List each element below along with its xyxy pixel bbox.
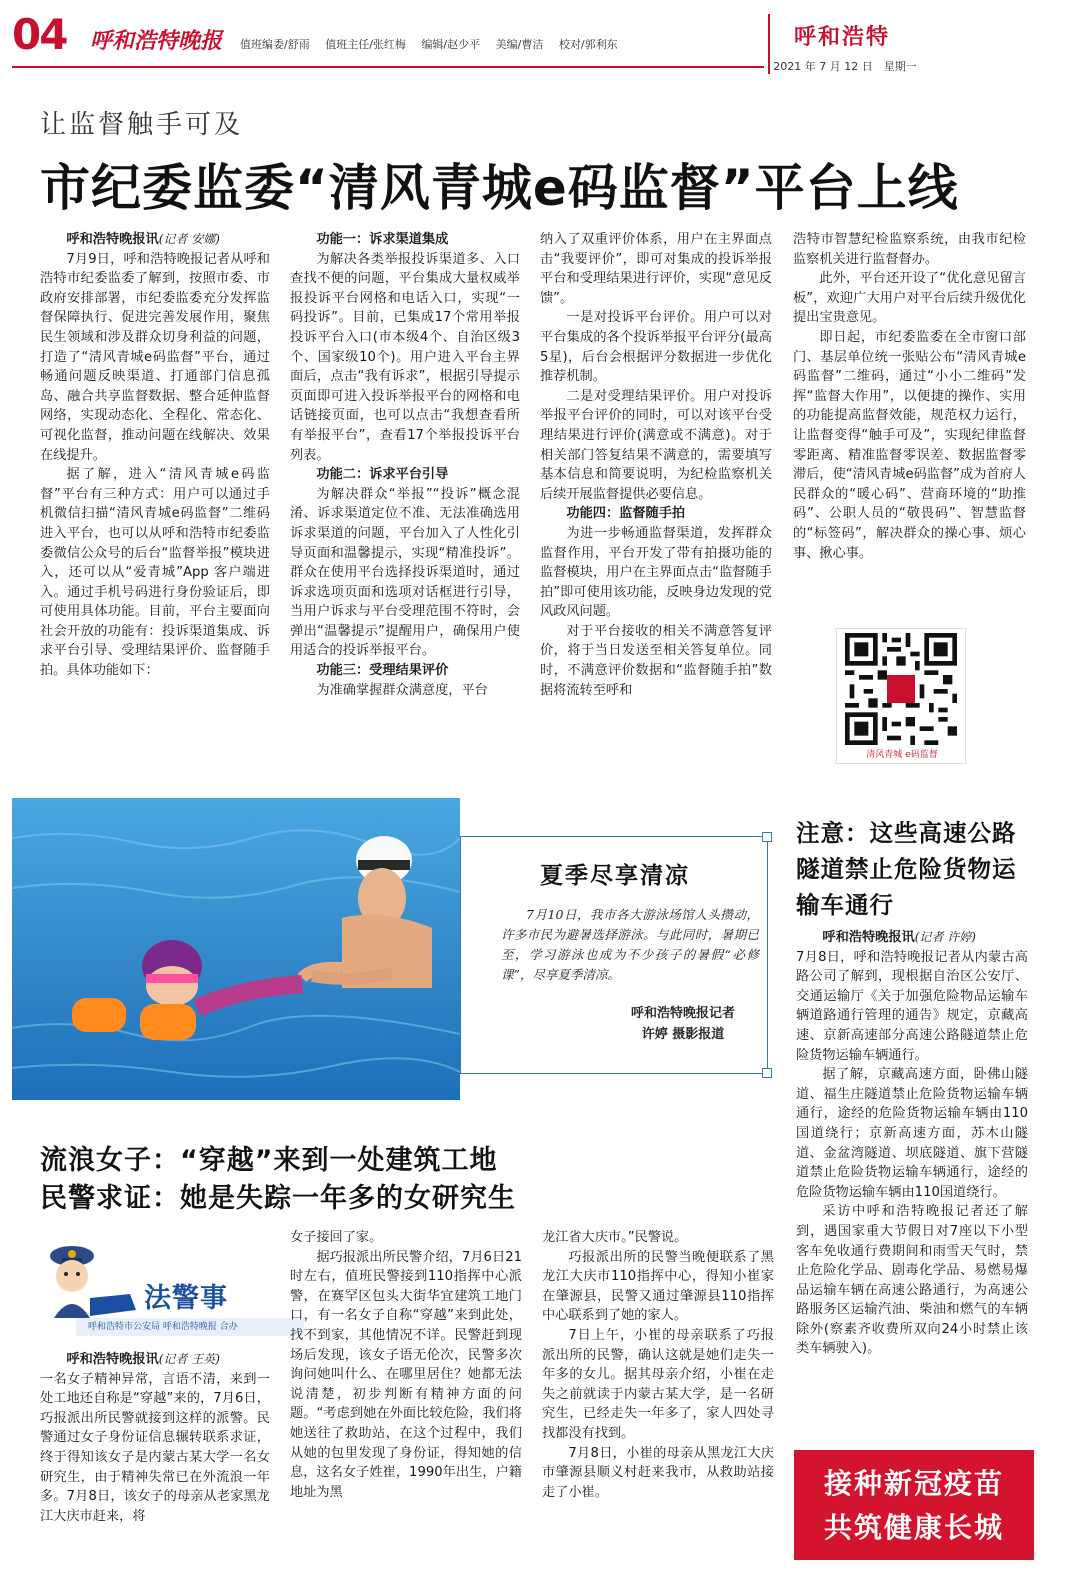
lead-subhead: 功能四：监督随手拍 [566,506,686,522]
photo-credit [631,1003,735,1045]
story3-byline: 呼和浩特晚报讯 [66,1352,159,1367]
lead-headline: 市纪委监委“清风青城e码监督”平台上线 [40,159,959,217]
staff-item: 校对/郭利东 [558,38,618,51]
lead-paragraph: 一是对投诉平台评价。用户可以对平台集成的各个投诉举报平台评分(最高5星)，后台会根据评分数据进一步优化推荐机制。 [540,310,772,385]
lead-byline: 呼和浩特晚报讯 [66,232,159,247]
column-logo-strip: 呼和浩特市公安局 呼和浩特晚报 合办 [76,1318,304,1336]
story2-paragraph: 采访中呼和浩特晚报记者还了解到，遇国家重大节假日对7座以下小型客车免收通行费期间和雨雪天气时，禁止危险化学品、剧毒化学品、易燃易爆品运输车辆在高速公路通行，为高速公路服务区运输汽油、柴油和燃气的车辆除外(察素齐收费所双向24小时禁止该类车辆驶入)。 [796,1204,1028,1357]
story2-paragraph: 7月8日，呼和浩特晚报记者从内蒙古高路公司了解到，现根据自治区公安厅、交通运输厅《关于加强危险物品运输车辆道路通行管理的通告》规定，京藏高速、京新高速部分高速公路隧道禁止危险货物运输车辆通行。 [796,949,1028,1063]
story2-headline: 注意：这些高速公路隧道禁止危险货物运输车通行 [796,819,1017,919]
staff-list [240,36,630,52]
lead-column-1 [40,230,270,770]
lead-paragraph: 二是对受理结果评价。用户对投诉举报平台评价的同时，可以对该平台受理结果进行评价(满意或不满意)。对于相关部门答复结果不满意的，需要填写基本信息和简要说明，为纪检监察机关后续开展监督提供必要信息。 [540,388,772,502]
header-rule [12,66,764,68]
lead-paragraph: 据了解，进入“清风青城e码监督”平台有三种方式：用户可以通过手机微信扫描“清风青城e码监督”二维码进入平台，也可以从呼和浩特市纪委监委微信公众号的后台“监督举报”模块进入，还可以从“爱青城”App 客户端进入。通过手机号码进行身份验证后，即可使用具体功能。目前，平台主要面向社会开放的功能有：投诉渠道集成、诉求平台引导、受理结果评价、监督随手拍。具体功能如下： [40,467,270,679]
lead-paragraph: 为准确掌握群众满意度，平台 [316,682,488,698]
lead-paragraph: 即日起，市纪委监委在全市窗口部门、基层单位统一张贴公布“清风青城e码监督”二维码，通过“小小二维码”发挥“监督大作用”，以便捷的操作、实用的功能提高监督效能，规范权力运行，让监督变得“触手可及”，实现纪律监督零距离、精准监督零误差、数据监督零滞后，使“清风青城e码监督”成为首府人民群众的“暖心码”、营商环境的“助推码”、公职人员的“敬畏码”、智慧监督的“标签码”，解决群众的操心事、烦心事、揪心事。 [793,329,1026,561]
lead-paragraph: 浩特市智慧纪检监察系统，由我市纪检监察机关进行监督督办。 [793,232,1026,267]
lead-paragraph: 7月9日，呼和浩特晚报记者从呼和浩特市纪委监委了解到，按照市委、市政府安排部署，市纪委监委充分发挥监督保障执行、促进完善发展作用，聚焦民生领域和涉及群众切身利益的问题，打造了“清风青城e码监督”平台，通过畅通问题反映渠道、打通部门信息孤岛、融合共享监督数据、整合延伸监督网络，实现动态化、全程化、常态化、可视化监督，推动问题在线解决、效果在线提升。 [40,251,270,463]
story3-paragraph: 据巧报派出所民警介绍，7月6日21时左右，值班民警接到110指挥中心派警，在赛罕区包头大街华宜建筑工地门口，有一名女子自称“穿越”来到此处，找不到家，其他情况不详。民警赶到现场后发现，该女子语无伦次，民警多次询问她叫什么、在哪里居住？她都无法说清楚，初步判断有精神方面的问题。“考虑到她在外面比较危险，我们将她送往了救助站，在这个过程中，我们从她的包里发现了身份证，得知她的信息，这名女子姓崔，1990年出生，户籍地址为黑 [290,1249,522,1500]
story3-headline-line: 民警求证：她是失踪一年多的女研究生 [40,1183,516,1214]
story3-column-2 [290,1228,522,1584]
police-officer-icon [40,1238,140,1318]
lead-paragraph: 为进一步畅通监督渠道，发挥群众监督作用，平台开发了带有拍摄功能的监督模块，用户在主界面点击“监督随手拍”即可使用该功能，反映身边发现的党风政风问题。 [540,525,772,620]
story3-paragraph: 巧报派出所的民警当晚便联系了黑龙江大庆市110指挥中心，得知小崔家在肇源县，民警又通过肇源县110指挥中心联系到了她的家人。 [542,1249,774,1324]
staff-item: 编辑/赵少平 [421,38,481,51]
lead-column-2 [290,230,520,770]
staff-item: 值班编委/舒雨 [240,38,310,51]
story3-column-1 [40,1350,270,1586]
story3-paragraph: 一名女子精神异常，言语不清，来到一处工地还自称是“穿越”来的，7月6日，巧报派出所民警就接到这样的派警。民警通过女子身份证信息辗转联系求证，终于得知该女子是内蒙古某大学一名女研究生，由于精神失常已在外流浪一年多。7月8日，该女子的母亲从老家黑龙江大庆市赶来，将 [40,1371,270,1524]
lead-paragraph: 对于平台接收的相关不满意答复评价，将于当日发送至相关答复单位。同时，不满意评价数据和“监督随手拍”数据将流转至呼和 [540,623,772,698]
qr-caption: 清风青城 e码监督 [866,750,938,760]
page-number: 04 [12,10,67,59]
story3-headline-line: 流浪女子：“穿越”来到一处建筑工地 [40,1145,498,1176]
story3-headline [40,1142,516,1218]
edition-name: 呼和浩特 [794,25,891,50]
story2-paragraph: 据了解，京藏高速方面，卧佛山隧道、福生庄隧道禁止危险货物运输车辆通行，途经的危险货物运输车辆由110国道绕行；京新高速方面，苏木山隧道、金盆湾隧道、坝底隧道、旗下营隧道禁止危险货物运输车辆通行，途经的危险货物运输车辆由110国道绕行。 [796,1067,1028,1200]
banner-line: 接种新冠疫苗 [823,1467,1004,1500]
story3-reporter: (记者 王英) [158,1352,220,1366]
column-logo-title: 法警事 [144,1283,228,1314]
lead-column-4 [793,230,1026,630]
photo-title: 夏季尽享清凉 [540,863,690,889]
paper-name-logo: 呼和浩特晚报 [90,28,223,54]
lead-subhead: 功能三：受理结果评价 [316,663,449,679]
qr-code[interactable] [836,628,966,764]
story3-column-3 [542,1228,774,1558]
photo-caption-box [460,836,768,1074]
story2-column [796,928,1028,1438]
lead-kicker: 让监督触手可及 [40,110,244,140]
story3-paragraph: 7日上午，小崔的母亲联系了巧报派出所的民警，确认这就是她们走失一年多的女儿。据其母亲介绍，小崔在走失之前就读于内蒙古某大学，是一名研究生，已经走失一年多了，家人四处寻找都没有找到。 [542,1327,774,1441]
photo-credit-org: 呼和浩特晚报记者 [630,1006,735,1021]
edition-box [768,14,918,74]
photo-caption-text: 7月10日，我市各大游泳场馆人头攒动，许多市民为避暑选择游泳。与此同时，暑期已至，学习游泳也成为不少孩子的暑假“必修课”，尽享夏季清凉。 [501,907,759,982]
story3-paragraph: 龙江省大庆市。”民警说。 [542,1230,688,1245]
story3-paragraph: 7月8日，小崔的母亲从黑龙江大庆市肇源县顺义村赶来我市，从救助站接走了小崔。 [542,1445,774,1500]
staff-item: 值班主任/张红梅 [325,38,406,51]
swimming-photo [12,798,460,1100]
qr-code-icon [841,633,961,745]
lead-reporter: (记者 安娜) [158,232,220,246]
banner-line: 共筑健康长城 [823,1511,1004,1544]
lead-column-3 [540,230,772,770]
lead-subhead: 功能一：诉求渠道集成 [316,232,449,247]
story2-reporter: (记者 许婷) [914,930,976,944]
staff-item: 美编/曹洁 [495,38,544,51]
lead-subhead: 功能二：诉求平台引导 [316,467,449,483]
column-logo [40,1238,270,1338]
lead-paragraph: 此外，平台还开设了“优化意见留言板”，欢迎广大用户对平台后续升级优化提出宝贵意见。 [793,271,1026,326]
masthead [0,0,1080,82]
lead-paragraph: 为解决各类举报投诉渠道多、入口查找不便的问题，平台集成大量权威举报投诉平台网格和电话入口，实现“一码投诉”。目前，已集成17个常用举报投诉平台入口(市本级4个、自治区级3个、国家级10个)。用户进入平台主界面后，点击“我有诉求”，根据引导提示页面即可进入投诉举报平台的网格和电话链接页面，也可以点击“我想查看所有举报平台”，查看17个举报投诉平台列表。 [290,251,520,463]
story2-byline: 呼和浩特晚报讯 [822,930,915,945]
story3-paragraph: 女子接回了家。 [290,1230,383,1245]
vaccine-banner [794,1450,1034,1560]
publication-date: 2021 年 7 月 12 日 星期一 [773,60,917,73]
photo-credit-name: 许婷 摄影报道 [641,1027,725,1042]
lead-paragraph: 为解决群众“举报”“投诉”概念混淆、诉求渠道定位不准、无法准确选用诉求渠道的问题，平台加入了人性化引导页面和温馨提示，实现“精准投诉”。群众在使用平台选择投诉渠道时，通过诉求选项页面和选项对话框进行引导，当用户诉求与平台受理范围不符时，会弹出“温馨提示”提醒用户，确保用户使用适合的投诉举报平台。 [290,486,520,659]
lead-paragraph: 纳入了双重评价体系，用户在主界面点击“我要评价”，即可对集成的投诉举报平台和受理结果进行评价，实现“意见反馈”。 [540,232,772,306]
